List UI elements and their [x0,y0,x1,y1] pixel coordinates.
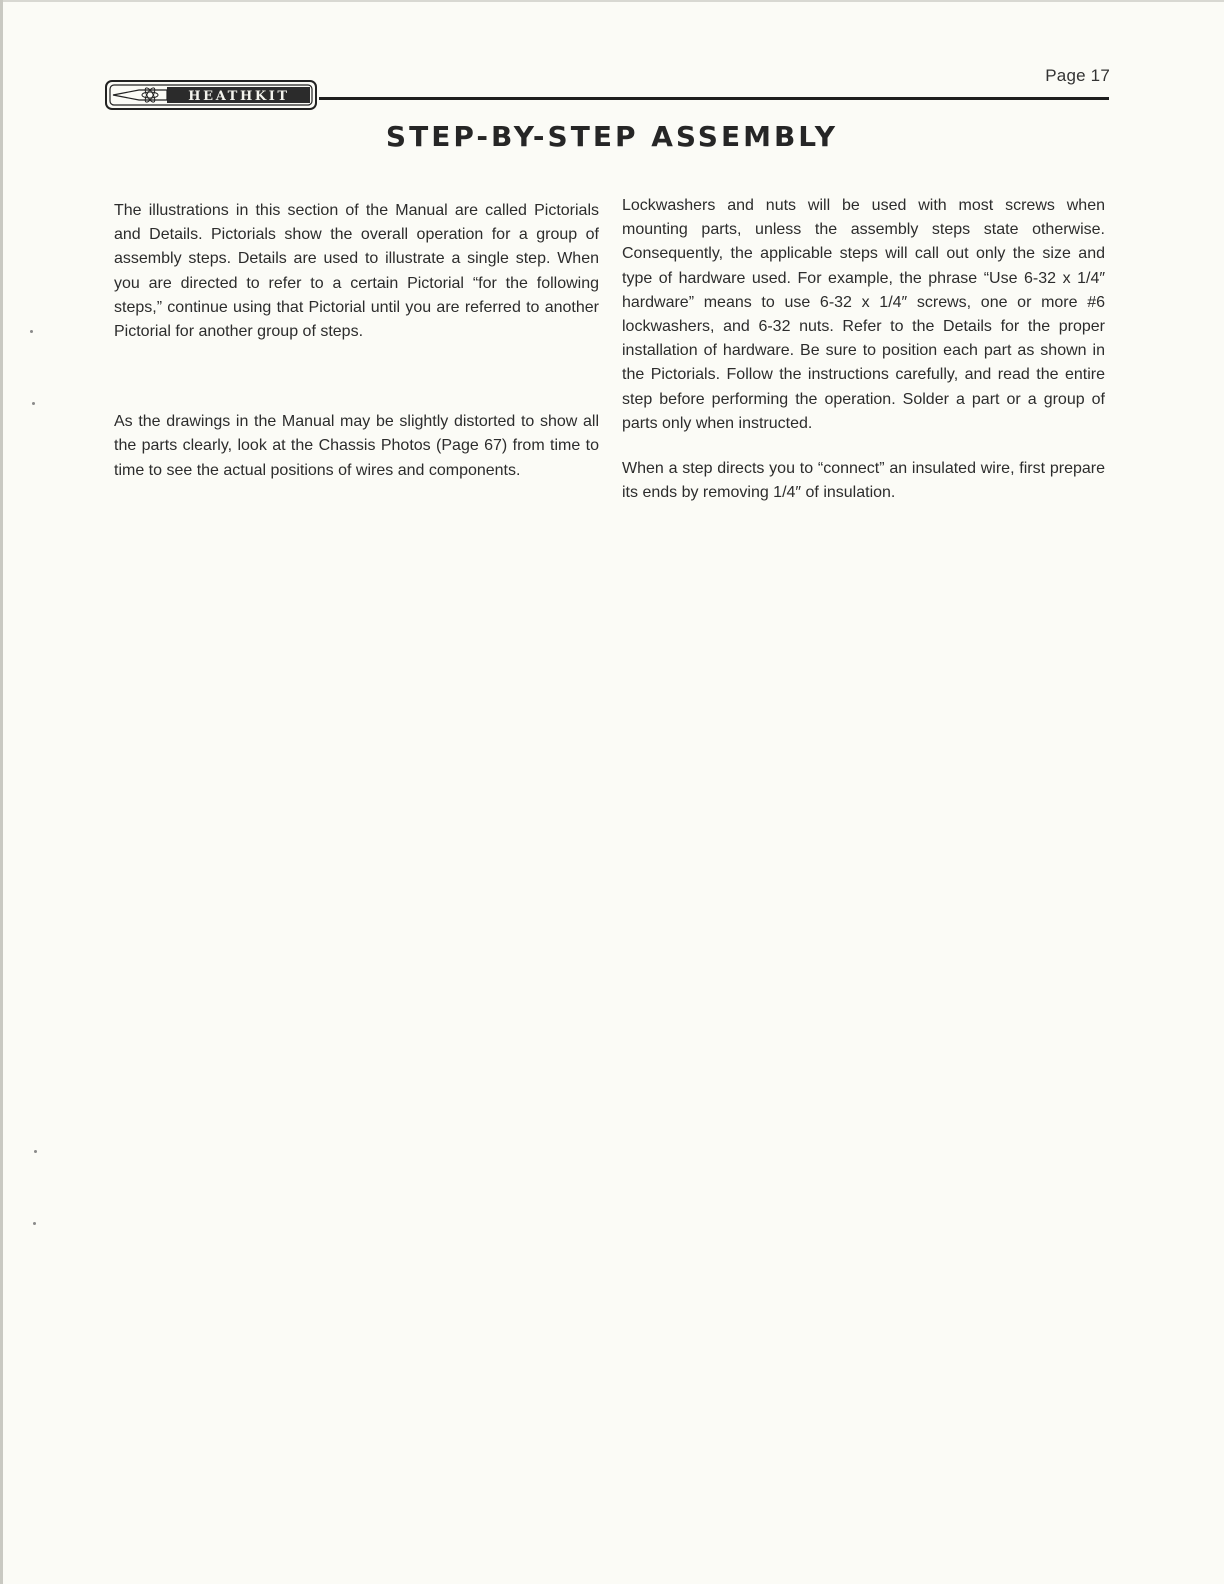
insulated-wire-paragraph: When a step directs you to “connect” an insulated wire, first prepare its ends by removing 1/4″ of insulation. [622,460,1105,502]
paper-speck [34,1150,37,1153]
right-column [622,194,1105,505]
paper-speck [33,1222,36,1225]
page-header [105,62,1110,112]
chassis-photos-paragraph: As the drawings in the Manual may be slightly distorted to show all the parts clearly, look at the Chassis Photos (Page 67) from time to time to see the actual positions of wires and components. [114,413,599,479]
intro-paragraph: The illustrations in this section of the Manual are called Pictorials and Details. Pictorials show the overall operation for a group of assembly steps. Details are used to illustrate a single step. When you are directed to refer to a certain Pictorial “for the following steps,” continue using that Pictorial until you are referred to another Pictorial for another group of steps. [114,202,599,341]
page-number: Page 17 [1045,66,1110,85]
heathkit-logo [105,80,317,110]
paper-speck [32,402,35,405]
logo-wordmark: HEATHKIT [188,89,290,104]
hardware-paragraph: Lockwashers and nuts will be used with most screws when mounting parts, unless the assembly steps state otherwise. Consequently, the applicable steps will call out only the size and type of hardware used. For example, the phrase “Use 6-32 x 1/4″ hardware” means to use 6-32 x 1/4″ screws, one or more #6 lockwashers, and 6-32 nuts. Refer to the Details for the proper installation of hardware. Be sure to position each part as shown in the Pictorials. Follow the instructions carefully, and read the entire step before performing the operation. Solder a part or a group of parts only when instructed. [622,197,1105,432]
paper-speck [30,330,33,333]
page-top-edge [0,0,1224,2]
header-rule [319,97,1109,100]
page-left-edge [0,0,3,1584]
page-title: STEP-BY-STEP ASSEMBLY [385,120,839,153]
left-column [114,199,599,483]
